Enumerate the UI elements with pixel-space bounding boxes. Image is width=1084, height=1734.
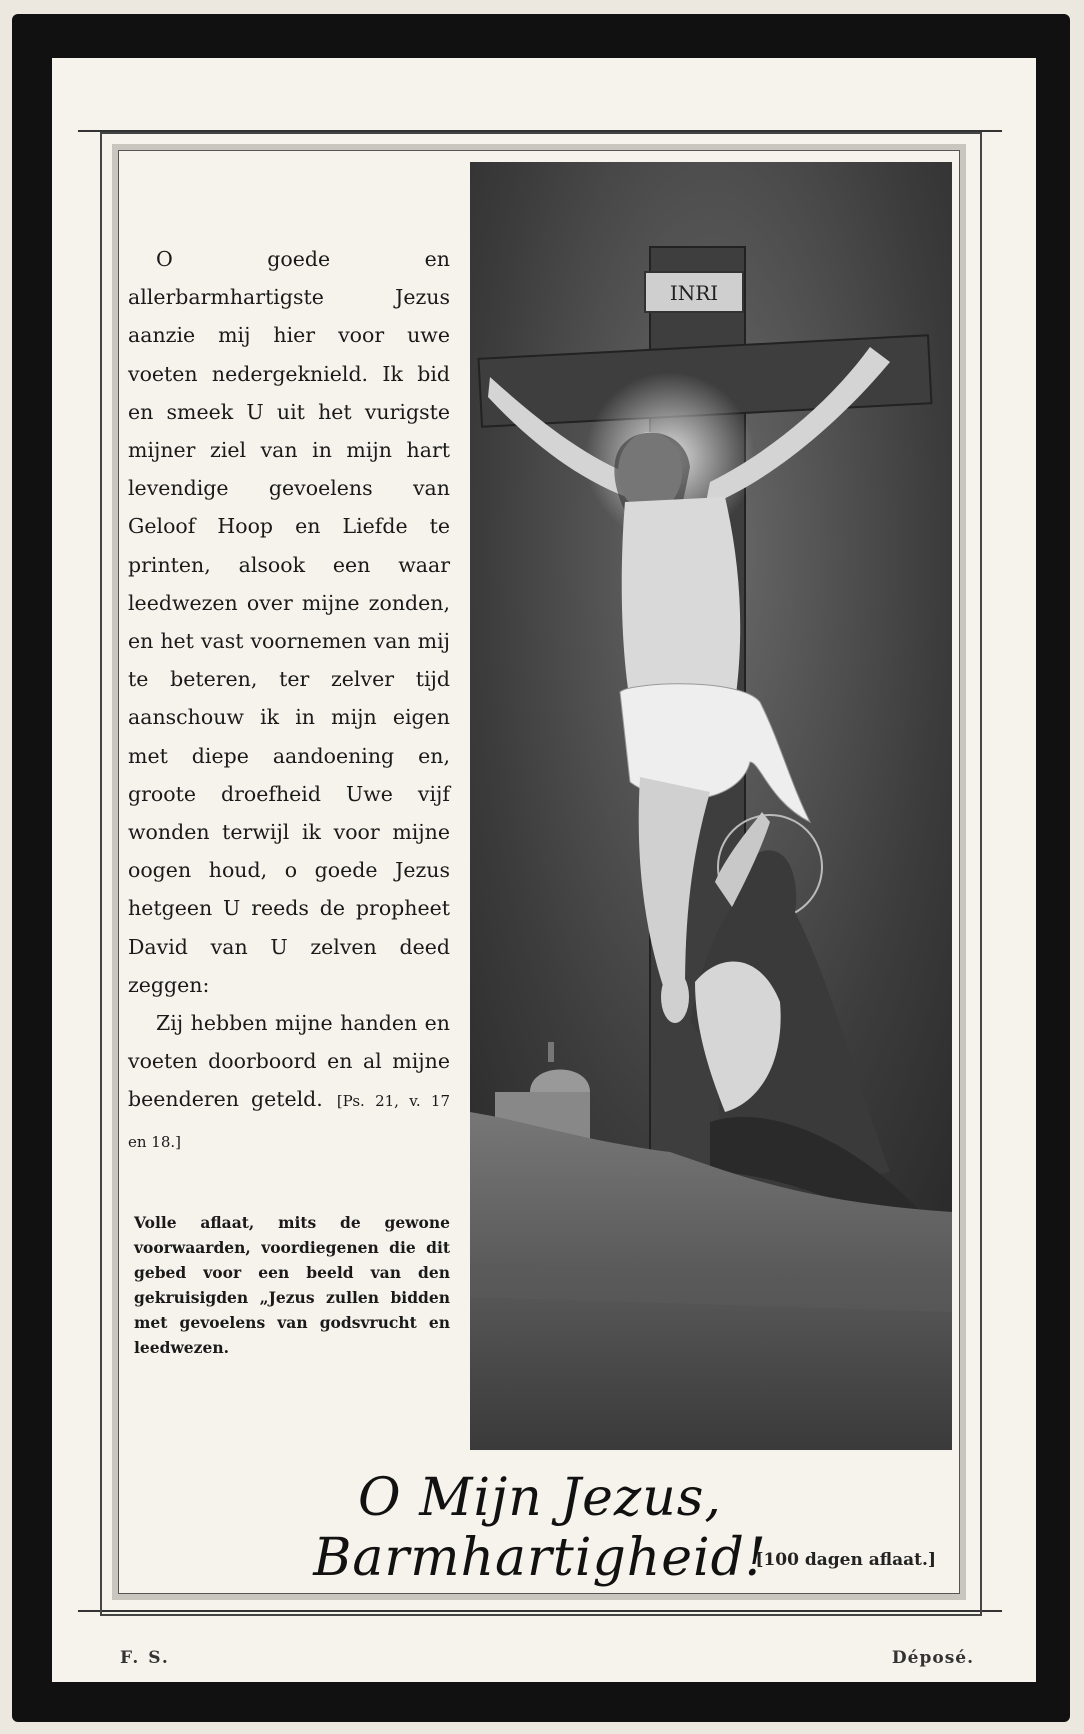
crucifixion-illustration	[470, 162, 952, 1450]
publisher-initials: F. S.	[120, 1648, 170, 1668]
prayer-paragraph-2	[128, 1004, 450, 1161]
depose-mark: Déposé.	[891, 1648, 974, 1668]
psalm-reference: [Ps. 21, v. 17 en 18.]	[128, 1092, 450, 1151]
indulgence-note: Volle aflaat, mits de gewone voorwaarden, voordiegenen die dit gebed voor een beeld van den gekruisigden „Jezus zullen bidden met gevoelens van godsvrucht en leedwezen.	[134, 1213, 450, 1357]
prayer-paragraph-2-text: Zij hebben mijne handen en voeten doorboord en al mijne beenderen geteld.	[128, 1011, 450, 1112]
crucifixion-image	[470, 162, 952, 1450]
motto-indulgence-note: [100 dagen aflaat.]	[755, 1550, 936, 1570]
motto-title: O Mijn Jezus, Barmhartigheid!	[313, 1468, 767, 1588]
prayer-text	[128, 240, 450, 1161]
prayer-paragraph-1: O goede en allerbarmhartigste Jezus aanzie mij hier voor uwe voeten nedergeknield. Ik bid en smeek U uit het vurigste mijner ziel van in mijn hart levendige gevoelens van Geloof Hoop en Liefde te printen, alsook een waar leedwezen over mijne zonden, en het vast voornemen van mij te beteren, ter zelver tijd aanschouw ik in mijn eigen met diepe aandoening en, groote droefheid Uwe vijf wonden terwijl ik voor mijne oogen houd, o goede Jezus hetgeen U reeds de propheet David van U zelven deed zeggen:	[128, 247, 450, 997]
inri-inscription: INRI	[669, 281, 719, 305]
